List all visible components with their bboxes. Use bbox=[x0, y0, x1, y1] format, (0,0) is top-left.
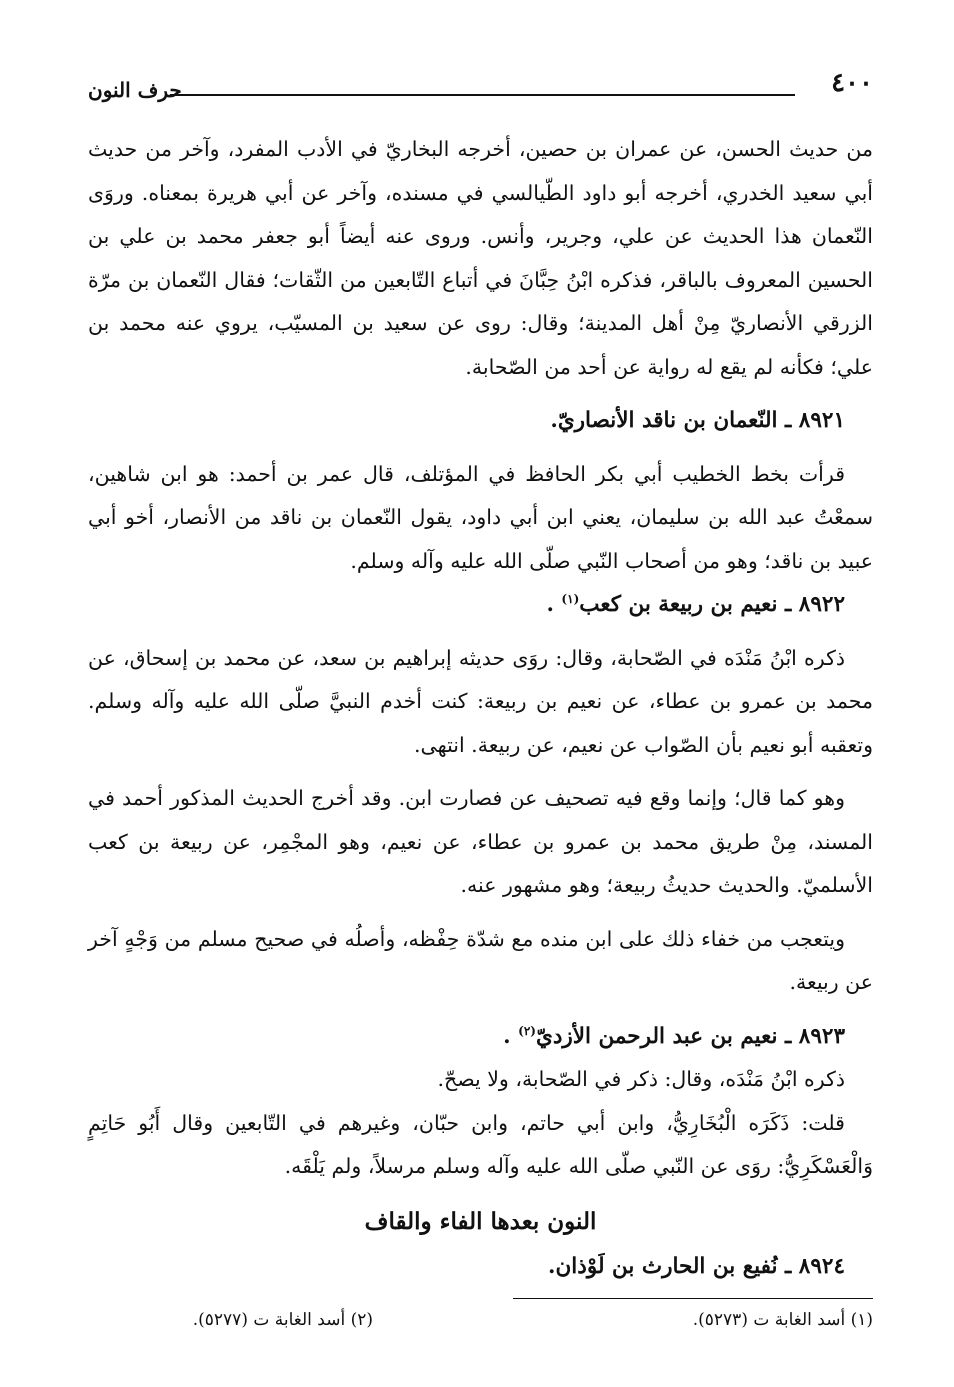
paragraph: ذكره ابْنُ مَنْدَه في الصّحابة، وقال: روَى حديثه إبراهيم بن سعد، عن محمد بن إسحاق، عن محمد بن عمرو بن عطاء، عن نعيم بن ربيعة: كنت أخدم النبيَّ صلّى الله عليه وآله وسلم. وتعقبه أبو نعيم بأن الصّواب عن نعيم، عن ربيعة. انتهى. bbox=[88, 645, 873, 757]
footnote-1: (١) أسد الغابة ت (٥٢٧٣). bbox=[692, 1310, 873, 1330]
section-title: حرف النون bbox=[88, 78, 182, 102]
section-heading: النون بعدها الفاء والقاف bbox=[364, 1207, 597, 1235]
entry-heading-8921: ٨٩٢١ ـ النّعمان بن ناقد الأنصاريّ. bbox=[550, 408, 845, 433]
book-page bbox=[88, 60, 873, 1360]
footnote-marker: (٢) bbox=[518, 1023, 536, 1038]
header-rule bbox=[170, 94, 795, 96]
paragraph: ويتعجب من خفاء ذلك على ابن منده مع شدّة حِفْظه، وأصلُه في صحيح مسلم من وَجْهٍ آخر عن ربيعة. bbox=[88, 926, 873, 994]
page-body bbox=[88, 128, 873, 1288]
page-header bbox=[88, 60, 873, 100]
entry-heading-8922: ٨٩٢٢ ـ نعيم بن ربيعة بن كعب$^{(١)}$ . bbox=[546, 591, 845, 617]
paragraph: قلت: ذَكَرَه الْبُخَارِيُّ، وابن أبي حاتم، وابن حبّان، وغيرهم في التّابعين وقال أَبُو حَاتِمٍ وَالْعَسْكَرِيُّ: روَى عن النّبي صلّى الله عليه وآله وسلم مرسلاً، ولم يَلْقَه. bbox=[88, 1110, 873, 1178]
footnote-rule bbox=[513, 1298, 873, 1299]
footnotes bbox=[88, 1310, 873, 1330]
entry-title: ٨٩٢٢ ـ نعيم بن ربيعة بن كعب bbox=[579, 592, 845, 617]
paragraph: من حديث الحسن، عن عمران بن حصين، أخرجه البخاريّ في الأدب المفرد، وآخر من حديث أبي سعيد الخدري، أخرجه أبو داود الطّيالسي في مسنده، وآخر عن أبي هريرة بمعناه. وروَى النّعمان هذا الحديث عن علي، وجرير، وأنس. وروى عنه أيضاً أبو جعفر محمد بن علي بن الحسين المعروف بالباقر، فذكره ابْنُ حِبَّانَ في أتباع التّابعين من الثّقات؛ فقال النّعمان بن مرّة الزرقي الأنصاريّ مِنْ أهل المدينة؛ وقال: روى عن سعيد بن المسيّب، يروي عنه محمد بن علي؛ فكأنه لم يقع له رواية عن أحد من الصّحابة. bbox=[88, 137, 873, 379]
footnote-2: (٢) أسد الغابة ت (٥٢٧٧). bbox=[192, 1310, 373, 1330]
paragraph: ذكره ابْنُ مَنْدَه، وقال: ذكر في الصّحابة، ولا يصحّ. bbox=[437, 1067, 845, 1091]
entry-title: ٨٩٢٣ ـ نعيم بن عبد الرحمن الأزديّ bbox=[535, 1023, 845, 1049]
entry-heading-8923: ٨٩٢٣ ـ نعيم بن عبد الرحمن الأزديّ$^{(٢)}$ . bbox=[503, 1023, 845, 1049]
paragraph: وهو كما قال؛ وإنما وقع فيه تصحيف عن فصارت ابن. وقد أخرج الحديث المذكور أحمد في المسند، مِنْ طريق محمد بن عمرو بن عطاء، عن نعيم، وهو المجْمِر، عن ربيعة بن كعب الأسلميّ. والحديث حديثُ ربيعة؛ وهو مشهور عنه. bbox=[88, 786, 873, 897]
entry-heading-8924: ٨٩٢٤ ـ نُفيع بن الحارث بن لَوْذان. bbox=[548, 1253, 845, 1279]
footnote-marker: (١) bbox=[561, 591, 580, 606]
paragraph: قرأت بخط الخطيب أبي بكر الحافظ في المؤتلف، قال عمر بن أحمد: هو ابن شاهين، سمعْتُ عبد الله بن سليمان، يعني ابن أبي داود، يقول النّعمان بن ناقد من الأنصار، أخو أبي عبيد بن ناقد؛ وهو من أصحاب النّبي صلّى الله عليه وآله وسلم. bbox=[88, 461, 873, 573]
page-number: ٤٠٠ bbox=[831, 68, 873, 98]
